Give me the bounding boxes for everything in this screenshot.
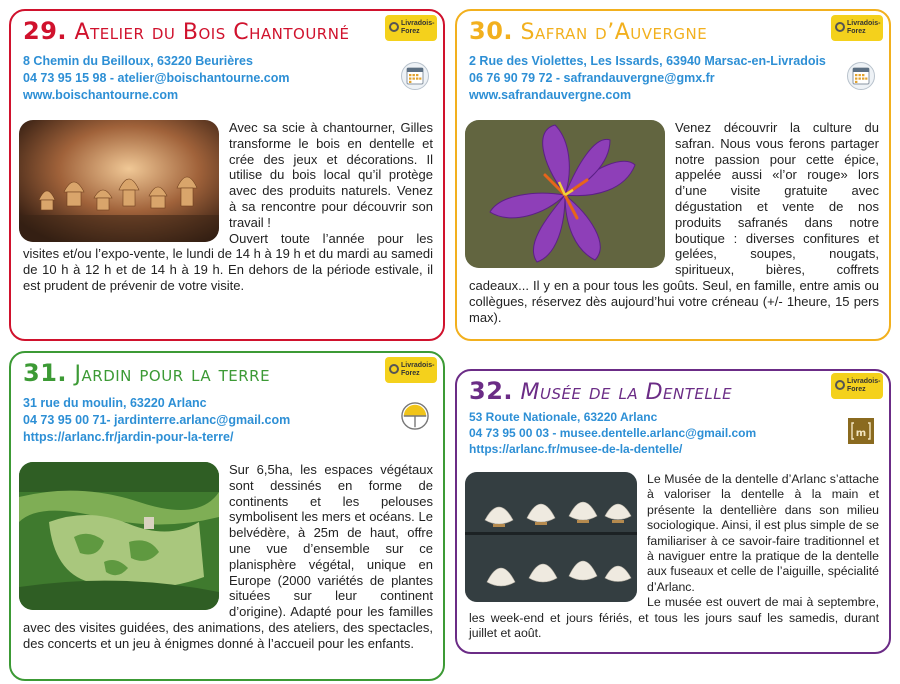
description-paragraph: Avec sa scie à chantourner, Gilles transforme le bois en dentelle et crée des jeux et décorations. Il utilise du bois local qu’il protège avec des produits naturels. Venez à sa rencontre pour découvrir son travail ! <box>229 120 433 230</box>
phone-email[interactable]: 04 73 95 00 71- jardinterre.arlanc@gmail.com <box>23 413 291 427</box>
website-link[interactable]: www.safrandauvergne.com <box>469 88 632 102</box>
card-title <box>23 17 349 45</box>
calendar-icon <box>401 61 429 91</box>
sun-icon <box>401 401 429 431</box>
address: 31 rue du moulin, 63220 Arlanc <box>23 396 207 410</box>
card-musee-dentelle <box>455 369 891 654</box>
card-title <box>23 359 270 387</box>
address: 2 Rue des Violettes, Les Issards, 63940 Marsac-en-Livradois <box>469 54 826 68</box>
card-title <box>469 377 732 405</box>
card-number: 32. <box>469 377 514 405</box>
card-safran-auvergne <box>455 9 891 341</box>
livradois-forez-badge: Livradois-Forez <box>385 357 437 383</box>
description <box>23 462 433 652</box>
svg-text:m: m <box>855 428 867 439</box>
museum-icon <box>847 417 875 447</box>
card-number: 31. <box>23 359 68 387</box>
description <box>469 472 879 641</box>
photo-saffron-flower <box>465 120 665 268</box>
photo-wooden-toys <box>19 120 219 242</box>
badge-logo-icon <box>835 380 845 390</box>
badge-logo-icon <box>835 22 845 32</box>
description <box>23 120 433 294</box>
contact-info <box>469 53 826 104</box>
card-name: Jardin pour la terre <box>74 362 271 387</box>
website-link[interactable]: www.boischantourne.com <box>23 88 179 102</box>
description <box>469 120 879 325</box>
badge-logo-icon <box>389 22 399 32</box>
contact-info <box>23 53 289 104</box>
description-paragraph: Venez découvrir la culture du safran. Nous vous ferons partager notre passion pour cette épice, appelée aussi «l’or rouge» lors d’une visite gratuite avec dégustation et vente de nos produits safranés dans notre boutique : diverses confitures et gelées, soupes, nougats, spiritueux, bières, coffrets cadeaux... Il y en a pour tous les goûts. Seul, en famille, entre amis ou collègues, réservez dès aujourd’hui votre créneau (+/- 1heure, 15 pers max). <box>469 120 879 325</box>
badge-logo-icon <box>389 364 399 374</box>
phone-email[interactable]: 04 73 95 15 98 - atelier@boischantourne.com <box>23 71 290 85</box>
description-paragraph: Le musée est ouvert de mai à septembre, les week-end et jours fériés, et tous les jours sauf les samedis, durant juillet et août. <box>469 595 879 641</box>
livradois-forez-badge: Livradois-Forez <box>831 15 883 41</box>
card-atelier-bois-chantourne <box>9 9 445 341</box>
livradois-forez-badge: Livradois-Forez <box>385 15 437 41</box>
card-title <box>469 17 707 45</box>
contact-info <box>469 409 756 457</box>
address: 53 Route Nationale, 63220 Arlanc <box>469 410 658 424</box>
card-name: Atelier du Bois Chantourné <box>74 20 350 45</box>
photo-lace-bonnets <box>465 472 637 602</box>
card-name: Musée de la Dentelle <box>520 380 733 405</box>
contact-info <box>23 395 290 446</box>
card-number: 29. <box>23 17 68 45</box>
livradois-forez-badge: Livradois-Forez <box>831 373 883 399</box>
card-name: Safran d’Auvergne <box>520 20 708 45</box>
phone-email[interactable]: 06 76 90 79 72 - safrandauvergne@gmx.fr <box>469 71 715 85</box>
card-number: 30. <box>469 17 514 45</box>
photo-garden-aerial <box>19 462 219 610</box>
website-link[interactable]: https://arlanc.fr/jardin-pour-la-terre/ <box>23 430 234 444</box>
description-paragraph: Sur 6,5ha, les espaces végétaux sont dessinés en forme de continents et les pelouses symbolisent les mers et océans. Le belvédère, à 25m de haut, offre une vue d’ensemble sur ce planisphère végétal, unique en Europe (2000 variétés de plantes situées sur leur continent d’origine). Adapté pour les familles avec des visites guidées, des animations, des ateliers, des spectacles, des concerts et un jeu à énigmes donné à l’accueil pour les enfants. <box>23 462 433 651</box>
address: 8 Chemin du Beilloux, 63220 Beurières <box>23 54 253 68</box>
calendar-icon <box>847 61 875 91</box>
description-paragraph: Le Musée de la dentelle d’Arlanc s’attache à valoriser la dentelle à la main et présente la dentellière dans son milieu sociologique. Ainsi, il est plus simple de se familiariser à ce savoir-faire traditionnel et à naviguer entre la pratique de la dentelle aux fuseaux et celle de l’aiguille, spécialité d’Arlanc. <box>647 472 879 594</box>
phone-email[interactable]: 04 73 95 00 03 - musee.dentelle.arlanc@gmail.com <box>469 426 757 440</box>
website-link[interactable]: https://arlanc.fr/musee-de-la-dentelle/ <box>469 442 683 456</box>
card-jardin-pour-la-terre <box>9 351 445 681</box>
description-paragraph: Ouvert toute l’année pour les visites et/ou l’expo-vente, le lundi de 14 h à 19 h et du mardi au samedi de 10 h à 12 h et de 14 h à 19 h. En dehors de la période estivale, il est prudent de prévenir de votre visite. <box>23 230 433 293</box>
